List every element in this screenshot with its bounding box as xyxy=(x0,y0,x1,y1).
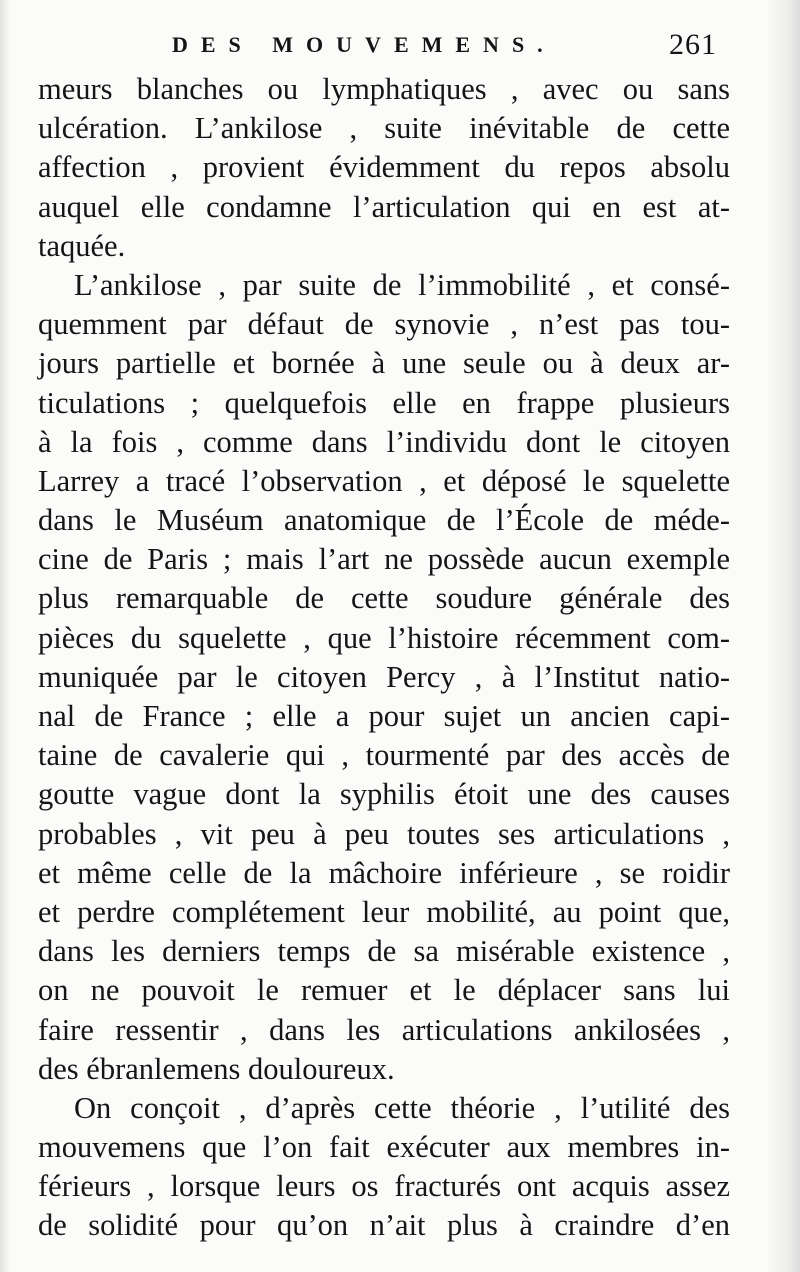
text-line: cine de Paris ; mais l’art ne possède aucun exemple xyxy=(38,542,730,577)
paragraph-3 xyxy=(38,1089,730,1246)
text-line: et même celle de la mâchoire inférieure , se roidir xyxy=(38,855,730,890)
text-line: Larrey a tracé l’observation , et déposé le squelette xyxy=(38,463,730,498)
running-title: DES MOUVEMENS. xyxy=(172,32,556,57)
text-line: goutte vague dont la syphilis étoit une des causes xyxy=(38,777,730,812)
page-gutter-shadow xyxy=(0,0,10,1272)
text-line: jours partielle et bornée à une seule ou à deux ar- xyxy=(38,346,730,381)
text-line: L’ankilose , par suite de l’immobilité , et consé- xyxy=(74,267,730,302)
running-head xyxy=(172,30,717,64)
text-line: faire ressentir , dans les articulations ankilosées , xyxy=(38,1012,730,1047)
text-line: dans les derniers temps de sa misérable existence , xyxy=(38,934,730,969)
text-line: probables , vit peu à peu toutes ses articulations , xyxy=(38,816,730,851)
text-line: quemment par défaut de synovie , n’est pas tou- xyxy=(38,307,730,342)
text-line: des ébranlemens douloureux. xyxy=(38,1051,395,1086)
text-line: férieurs , lorsque leurs os fracturés ont acquis assez xyxy=(38,1169,730,1204)
page-edge-shadow xyxy=(766,0,800,1272)
text-line: de solidité pour qu’on n’ait plus à craindre d’en xyxy=(38,1208,730,1243)
text-line: et perdre complétement leur mobilité, au point que, xyxy=(38,894,730,929)
text-line: meurs blanches ou lymphatiques , avec ou sans xyxy=(38,72,730,106)
text-line: on ne pouvoit le remuer et le déplacer sans lui xyxy=(38,973,730,1008)
text-line: plus remarquable de cette soudure générale des xyxy=(38,581,730,616)
text-line: pièces du squelette , que l’histoire récemment com- xyxy=(38,620,730,655)
text-line: ulcération. L’ankilose , suite inévitable de cette xyxy=(38,111,730,146)
paragraph-2 xyxy=(38,266,730,1089)
page-number: 261 xyxy=(669,28,717,61)
text-line: ticulations ; quelquefois elle en frappe plusieurs xyxy=(38,385,730,420)
text-line: taquée. xyxy=(38,228,126,263)
paragraph-1 xyxy=(38,70,730,266)
text-line: affection , provient évidemment du repos absolu xyxy=(38,150,730,185)
text-line: On conçoit , d’après cette théorie , l’utilité des xyxy=(74,1090,730,1125)
body-text xyxy=(38,70,730,1246)
text-line: auquel elle condamne l’articulation qui en est at- xyxy=(38,189,730,224)
text-line: taine de cavalerie qui , tourmenté par des accès de xyxy=(38,738,730,773)
text-line: mouvemens que l’on fait exécuter aux membres in- xyxy=(38,1130,730,1165)
text-line: nal de France ; elle a pour sujet un ancien capi- xyxy=(38,699,730,733)
text-line: à la fois , comme dans l’individu dont le citoyen xyxy=(38,424,730,459)
text-line: muniquée par le citoyen Percy , à l’Institut natio- xyxy=(38,659,730,694)
text-line: dans le Muséum anatomique de l’École de méde- xyxy=(38,503,730,538)
